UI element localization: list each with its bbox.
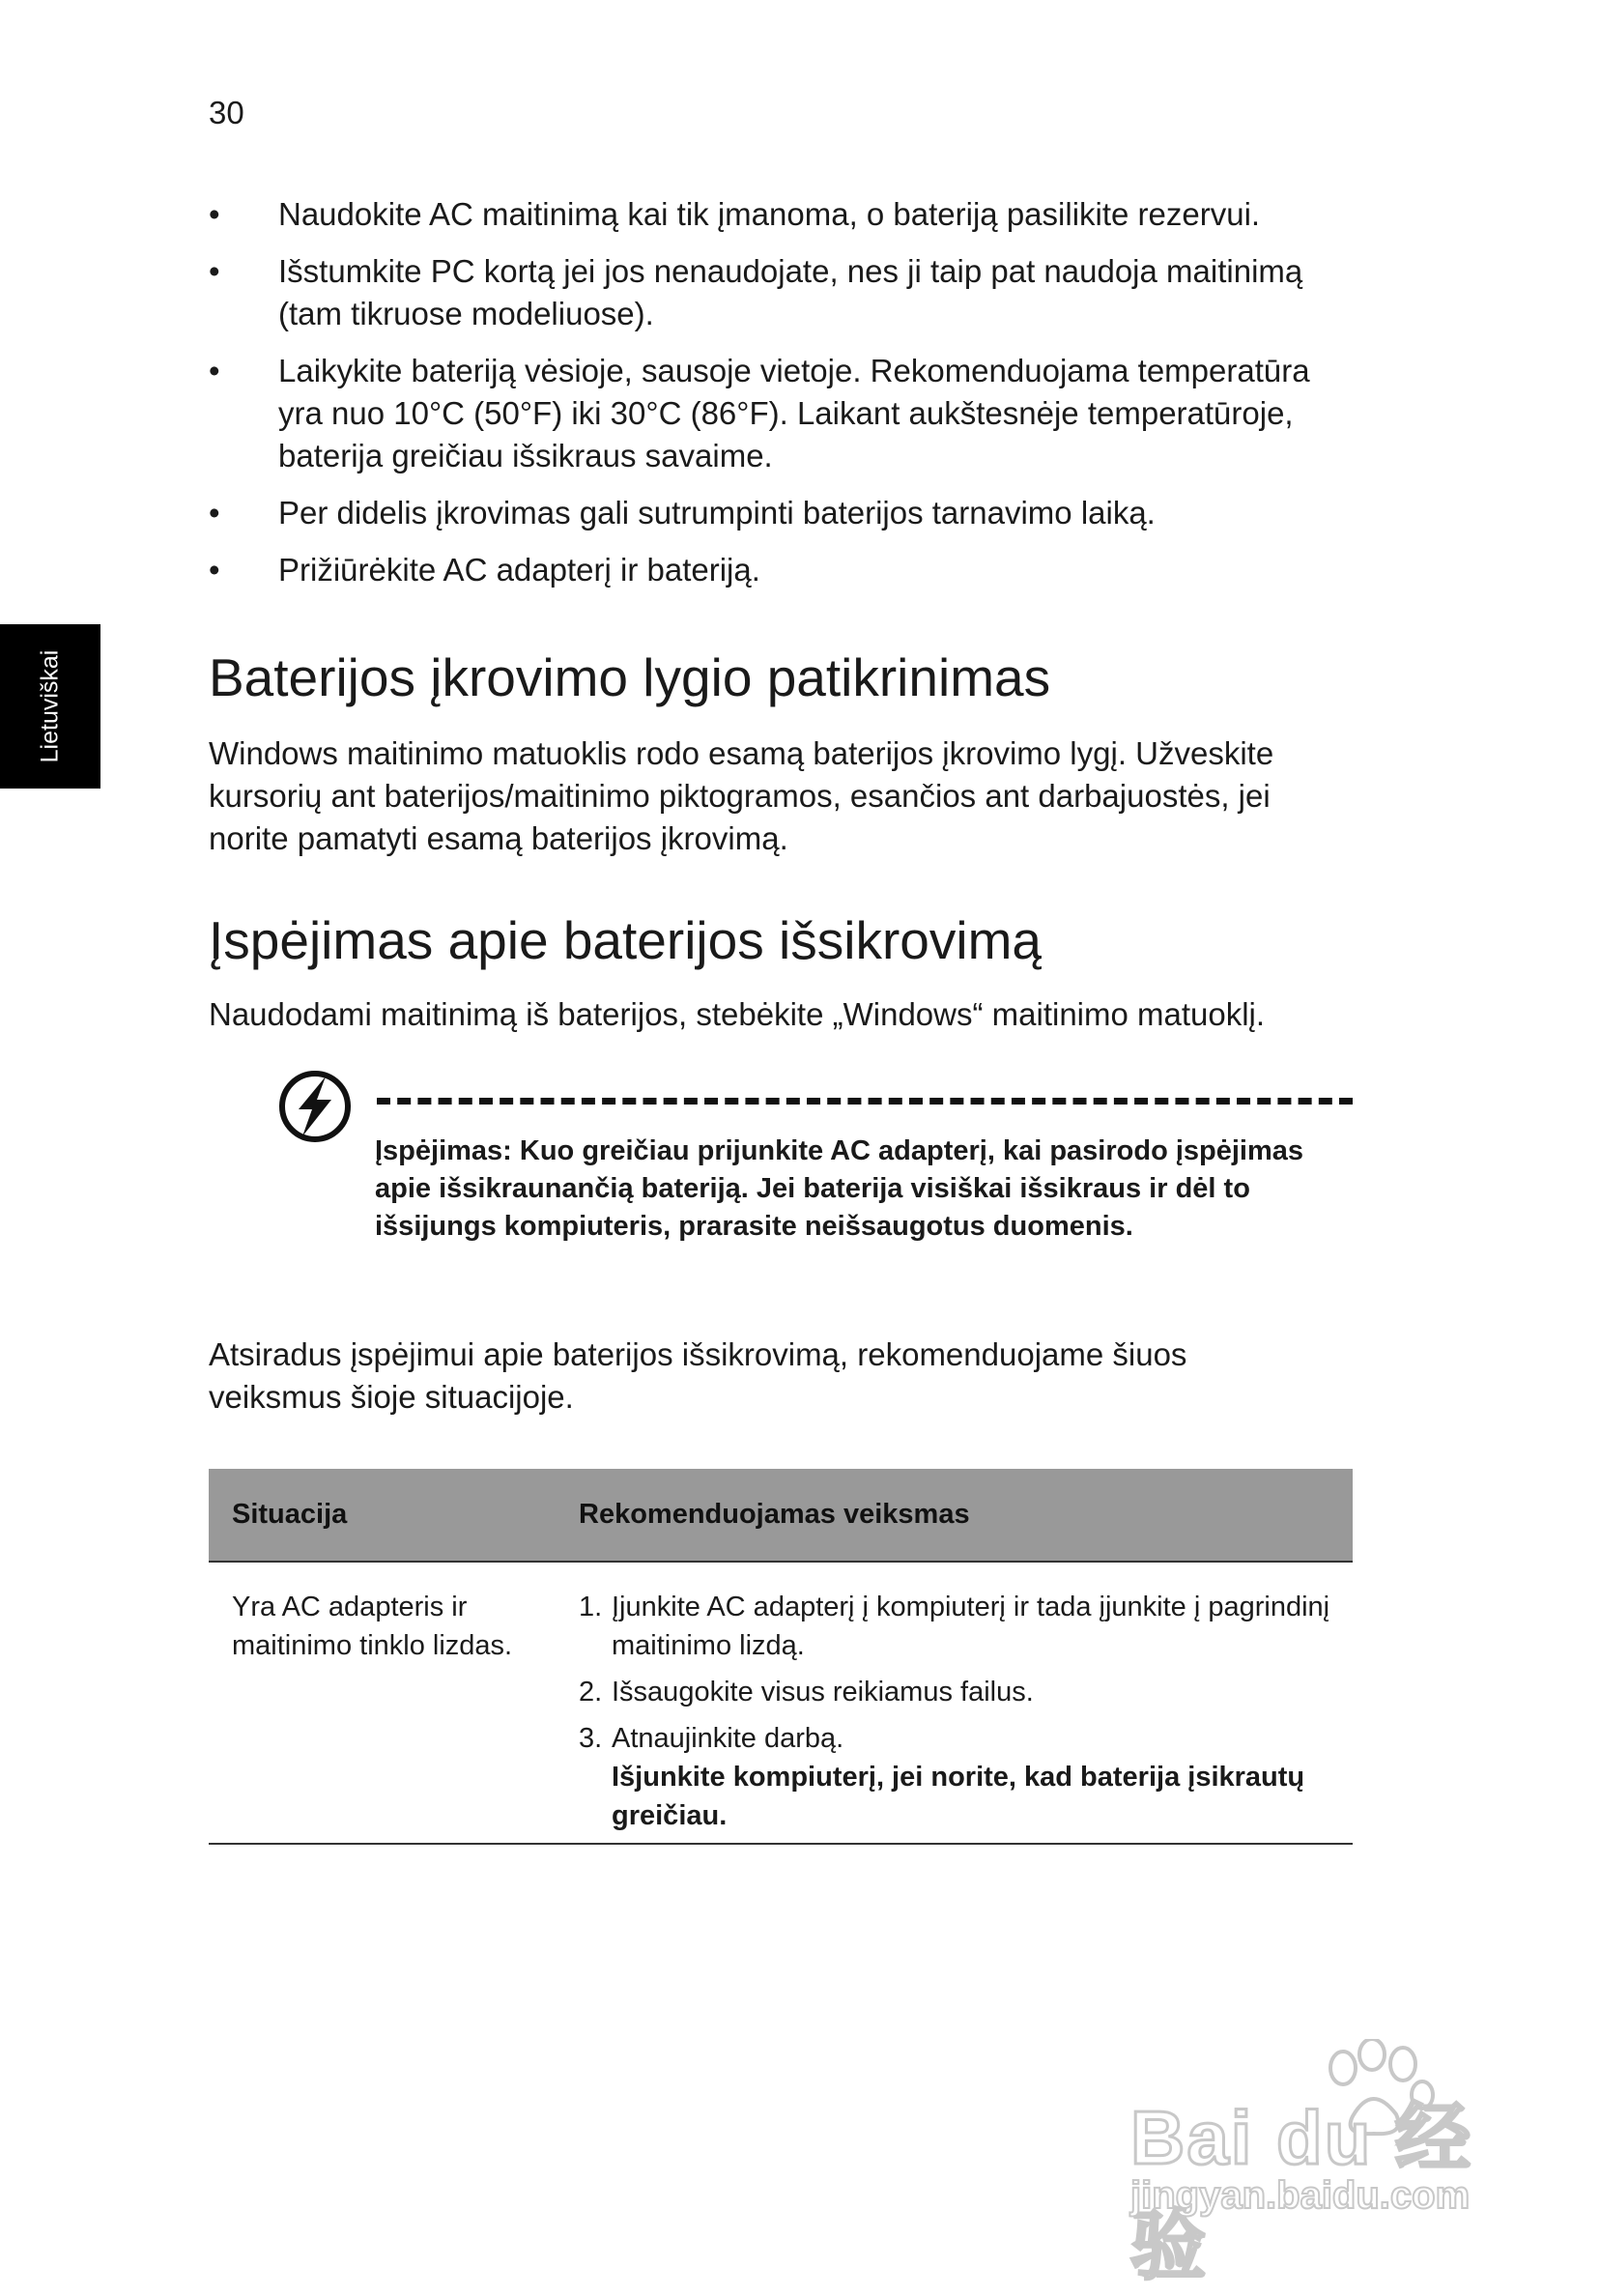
section-title-charge-check: Baterijos įkrovimo lygio patikrinimas [209, 647, 1051, 707]
header-action: Rekomenduojamas veiksmas [579, 1499, 970, 1530]
list-item: • Išstumkite PC kortą jei jos nenaudojate, nes ji taip pat naudoja maitinimą (tam tikruose modeliuose). [209, 250, 1358, 335]
bullet-icon: • [209, 552, 220, 588]
tips-bullet-list [209, 193, 1358, 606]
warning-text: Įspėjimas: Kuo greičiau prijunkite AC adapterį, kai pasirodo įspėjimas apie išsikraunančią bateriją. Jei baterija visiškai išsikraus ir dėl to išsijungs kompiuteris, prarasite neišsaugotus duomenis. [375, 1135, 1304, 1242]
table-header [209, 1469, 1353, 1563]
list-item: • Naudokite AC maitinimą kai tik įmanoma, o bateriją pasilikite rezervui. [209, 193, 1358, 236]
section-text-low-battery-warning: Naudodami maitinimą iš baterijos, stebėkite „Windows“ maitinimo matuoklį. [209, 996, 1266, 1032]
watermark-url: jingyan.baidu.com [1130, 2174, 1471, 2217]
recommendation-intro: Atsiradus įspėjimui apie baterijos išsikrovimą, rekomenduojame šiuos veiksmus šioje situacijoje. [209, 1336, 1187, 1415]
list-item: 1. Įjunkite AC adapterį į kompiuterį ir tada įjunkite į pagrindinį maitinimo lizdą. [579, 1592, 1330, 1661]
bullet-icon: • [209, 253, 220, 289]
warning-lightning-icon [277, 1069, 353, 1144]
list-item: 2. Išsaugokite visus reikiamus failus. [579, 1677, 1034, 1708]
list-item: • Per didelis įkrovimas gali sutrumpinti baterijos tarnavimo laiką. [209, 492, 1358, 534]
action-list [579, 1588, 1332, 1843]
list-item: 3. Atnaujinkite darbą. Išjunkite kompiuterį, jei norite, kad baterija įsikrautų greičiau. [579, 1723, 1305, 1831]
warning-divider [377, 1098, 1353, 1105]
language-side-tab [0, 624, 100, 789]
recommendation-table [209, 1469, 1353, 1845]
bullet-icon: • [209, 196, 220, 232]
section-text-charge-check: Windows maitinimo matuoklis rodo esamą baterijos įkrovimo lygį. Užveskite kursorių ant baterijos/maitinimo piktogramos, esančios ant darbajuostės, jei norite pamatyti esamą baterijos įkrovimą. [209, 735, 1274, 856]
bullet-icon: • [209, 353, 220, 388]
baidu-watermark [1121, 2039, 1507, 2288]
list-item: • Prižiūrėkite AC adapterį ir bateriją. [209, 549, 1358, 591]
watermark-logo: Bai du 经验 [1130, 2095, 1473, 2288]
situation-cell: Yra AC adapteris ir maitinimo tinklo lizdas. [232, 1592, 513, 1661]
side-tab-label: Lietuviškai [36, 649, 64, 763]
page-number: 30 [209, 95, 244, 130]
header-situation: Situacija [232, 1499, 348, 1530]
table-row [209, 1563, 1353, 1845]
bullet-icon: • [209, 495, 220, 531]
list-item: • Laikykite bateriją vėsioje, sausoje vietoje. Rekomenduojama temperatūra yra nuo 10°C (50°F) iki 30°C (86°F). Laikant aukštesnėje temperatūroje, baterija greičiau išsikraus savaime. [209, 350, 1358, 477]
section-title-low-battery-warning: Įspėjimas apie baterijos išsikrovimą [209, 910, 1042, 970]
